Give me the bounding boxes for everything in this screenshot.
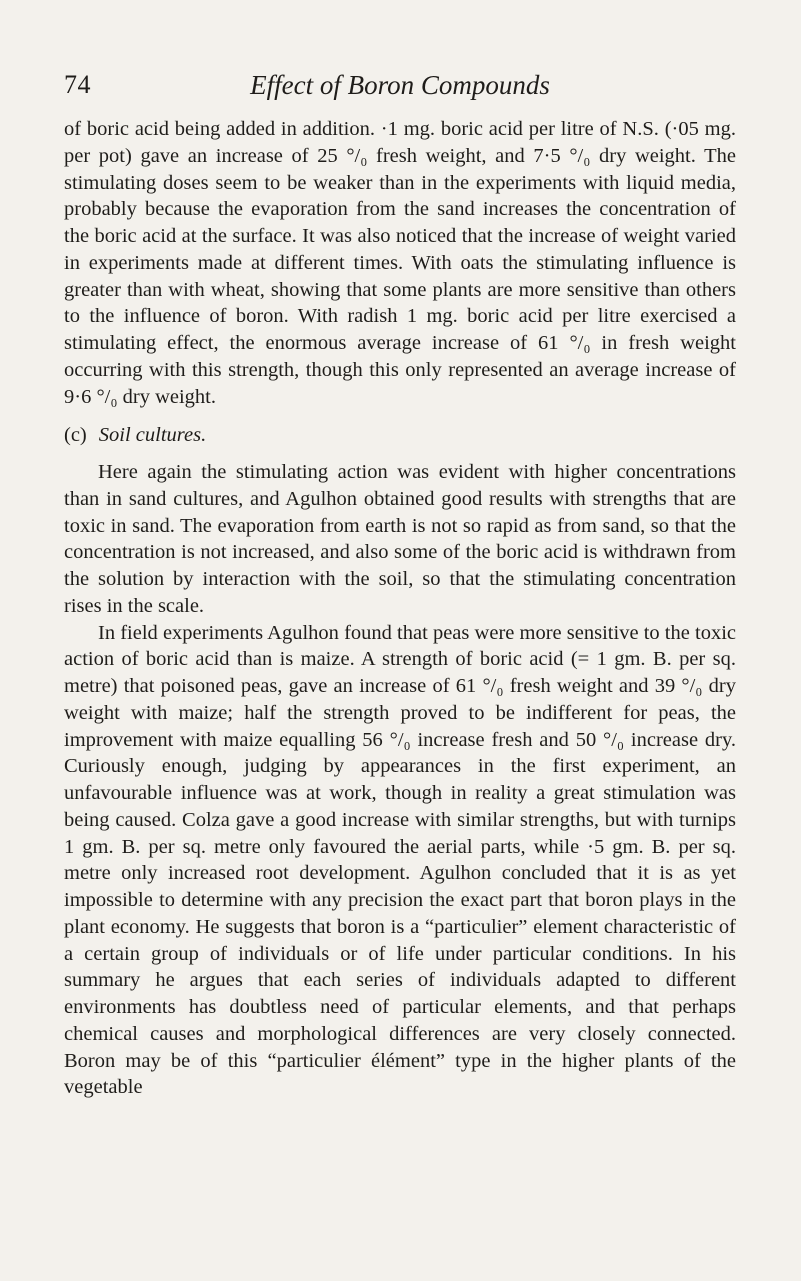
page-header: [64, 70, 736, 110]
section-title: Soil cultures.: [98, 424, 207, 447]
paragraph-continuation: of boric acid being added in addition. ·1 mg. boric acid per litre of N.S. (·05 mg. per pot) gave an increase of 25 °/₀ fresh weight, and 7·5 °/₀ dry weight. The stimulating doses seem to be weaker than in the experiments with liquid media, probably because the evaporation from the sand increases the concentration of the boric acid at the surface. It was also noticed that the increase of weight varied in experiments made at different times. With oats the stimulating influence is greater than with wheat, showing that some plants are more sensitive than others to the influence of boron. With radish 1 mg. boric acid per litre exercised a stimulating effect, the enormous average increase of 61 °/₀ in fresh weight occurring with this strength, though this only represented an average increase of 9·6 °/₀ dry weight.: [64, 118, 736, 408]
running-title: Effect of Boron Compounds: [250, 70, 550, 100]
paragraph-soil-cultures: Here again the stimulating action was evident with higher concentrations than in sand cultures, and Agulhon obtained good results with strengths that are toxic in sand. The evaporation from earth is not so rapid as from sand, so that the concentration is not increased, and also some of the boric acid is withdrawn from the solution by interaction with the soil, so that the stimulating concentration rises in the scale.: [64, 461, 736, 617]
section-heading: [64, 422, 736, 449]
body-text: [64, 116, 736, 1101]
page-number: 74: [64, 70, 91, 99]
paragraph-field-experiments: In field experiments Agulhon found that peas were more sensitive to the toxic action of boric acid than is maize. A strength of boric acid (= 1 gm. B. per sq. metre) that poisoned peas, gave an increase of 61 °/₀ fresh weight and 39 °/₀ dry weight with maize; half the strength proved to be indifferent for peas, the improvement with maize equalling 56 °/₀ increase fresh and 50 °/₀ increase dry. Curiously enough, judging by appearances in the first experiment, an unfavourable influence was at work, though in reality a great stimulation was being caused. Colza gave a good increase with similar strengths, but with turnips 1 gm. B. per sq. metre only favoured the aerial parts, while ·5 gm. B. per sq. metre only increased root development. Agulhon concluded that it is as yet impossible to determine with any precision the exact part that boron plays in the plant economy. He suggests that boron is a “particulier” element characteristic of a certain group of individuals or of life under particular conditions. In his summary he argues that each series of individuals adapted to different environments has doubtless need of particular elements, and that perhaps chemical causes and morphological differences are very closely connected. Boron may be of this “particulier élément” type in the higher plants of the vegetable: [64, 621, 736, 1099]
section-label: (c): [64, 424, 87, 447]
book-page: [64, 70, 736, 1101]
